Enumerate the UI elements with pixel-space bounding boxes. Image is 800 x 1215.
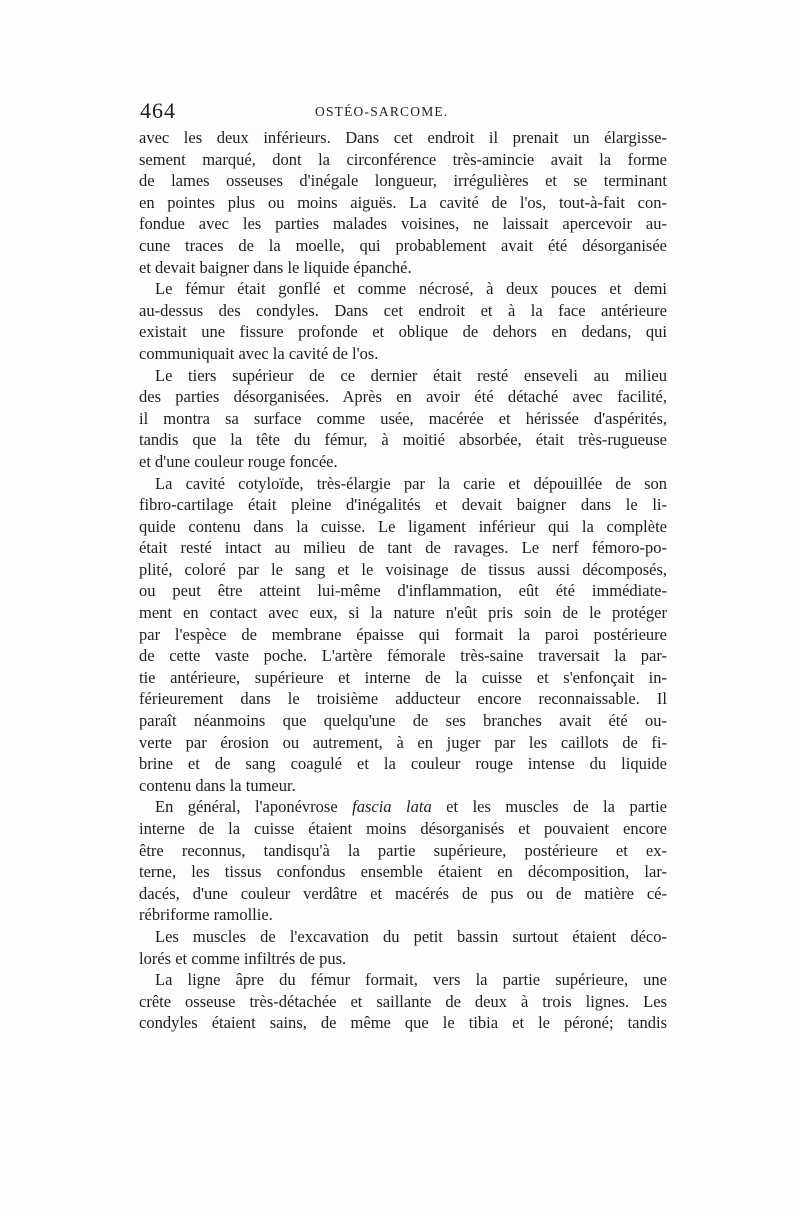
text-line: La cavité cotyloïde, très-élargie par la carie et dépouillée de son xyxy=(155,473,667,493)
text-line: férieurement dans le troisième adducteur encore reconnaissable. Il xyxy=(139,689,667,709)
text-line: Le tiers supérieur de ce dernier était resté enseveli au milieu xyxy=(155,365,667,385)
text-line: en pointes plus ou moins aiguës. La cavité de l'os, tout-à-fait con- xyxy=(139,192,667,212)
text-segment: En général, l'aponévrose xyxy=(155,797,353,817)
text-line: condyles étaient sains, de même que le tibia et le péroné; tandis xyxy=(139,1013,667,1033)
text-line: Le fémur était gonflé et comme nécrosé, à deux pouces et demi xyxy=(155,279,667,299)
text-line: verte par érosion ou autrement, à en juger par les caillots de fi- xyxy=(139,732,667,752)
text-line: paraît néanmoins que quelqu'une de ses branches avait été ou- xyxy=(139,711,667,731)
text-line: terne, les tissus confondus ensemble étaient en décomposition, lar- xyxy=(139,862,667,882)
text-line: rébriforme ramollie. xyxy=(139,905,273,925)
text-line xyxy=(139,796,667,818)
text-line: il montra sa surface comme usée, macérée et hérissée d'aspérités, xyxy=(139,408,667,428)
running-title: OSTÉO-SARCOME. xyxy=(315,104,449,119)
text-line: des parties désorganisées. Après en avoir été détaché avec facilité, xyxy=(139,387,667,407)
text-line: La ligne âpre du fémur formait, vers la partie supérieure, une xyxy=(155,970,667,990)
italic-term: fascia lata xyxy=(352,797,432,817)
text-line: crête osseuse très-détachée et saillante de deux à trois lignes. Les xyxy=(139,991,667,1011)
text-line: de lames osseuses d'inégale longueur, irrégulières et se terminant xyxy=(139,171,667,191)
text-line: Les muscles de l'excavation du petit bassin surtout étaient déco- xyxy=(155,926,667,946)
body-text xyxy=(139,127,667,1034)
page-header xyxy=(140,98,670,124)
text-line: de cette vaste poche. L'artère fémorale très-saine traversait la par- xyxy=(139,646,667,666)
text-line: existait une fissure profonde et oblique de dehors en dedans, qui xyxy=(139,322,667,342)
text-line: communiquait avec la cavité de l'os. xyxy=(139,343,379,363)
text-line: interne de la cuisse étaient moins désorganisés et pouvaient encore xyxy=(139,819,667,838)
text-line: fibro-cartilage était pleine d'inégalités et devait baigner dans le li- xyxy=(139,495,667,515)
text-line: était resté intact au milieu de tant de ravages. Le nerf fémoro-po- xyxy=(139,538,667,558)
text-line: au-dessus des condyles. Dans cet endroit et à la face antérieure xyxy=(139,300,667,320)
text-line: tie antérieure, supérieure et interne de la cuisse et s'enfonçait in- xyxy=(139,667,667,687)
text-line: brine et de sang coagulé et la couleur rouge intense du liquide xyxy=(139,754,667,774)
text-line: par l'espèce de membrane épaisse qui formait la paroi postérieure xyxy=(139,624,667,644)
text-line: sement marqué, dont la circonférence très-amincie avait la forme xyxy=(139,149,667,169)
text-line: ment en contact avec eux, si la nature n'eût pris soin de le protéger xyxy=(139,603,667,623)
text-line: avec les deux inférieurs. Dans cet endroit il prenait un élargisse- xyxy=(139,128,667,147)
text-line: et d'une couleur rouge foncée. xyxy=(139,451,338,471)
text-line: contenu dans la tumeur. xyxy=(139,775,296,795)
text-line: et devait baigner dans le liquide épanché. xyxy=(139,257,412,277)
text-line: ou peut être atteint lui-même d'inflammation, eût été immédiate- xyxy=(139,581,667,601)
text-line: tandis que la tête du fémur, à moitié absorbée, était très-rugueuse xyxy=(139,430,667,450)
text-line: lorés et comme infiltrés de pus. xyxy=(139,948,347,968)
text-line: plité, coloré par le sang et le voisinage de tissus aussi décomposés, xyxy=(139,559,667,579)
text-line: dacés, d'une couleur verdâtre et macérés de pus ou de matière cé- xyxy=(139,883,667,903)
text-segment: et les muscles de la partie xyxy=(431,797,667,817)
text-line: être reconnus, tandisqu'à la partie supérieure, postérieure et ex- xyxy=(139,840,667,860)
text-line: fondue avec les parties malades voisines, ne laissait apercevoir au- xyxy=(139,214,667,234)
text-line: cune traces de la moelle, qui probablement avait été désorganisée xyxy=(139,235,667,255)
page-number: 464 xyxy=(140,98,176,123)
text-line: quide contenu dans la cuisse. Le ligament inférieur qui la complète xyxy=(139,516,667,536)
